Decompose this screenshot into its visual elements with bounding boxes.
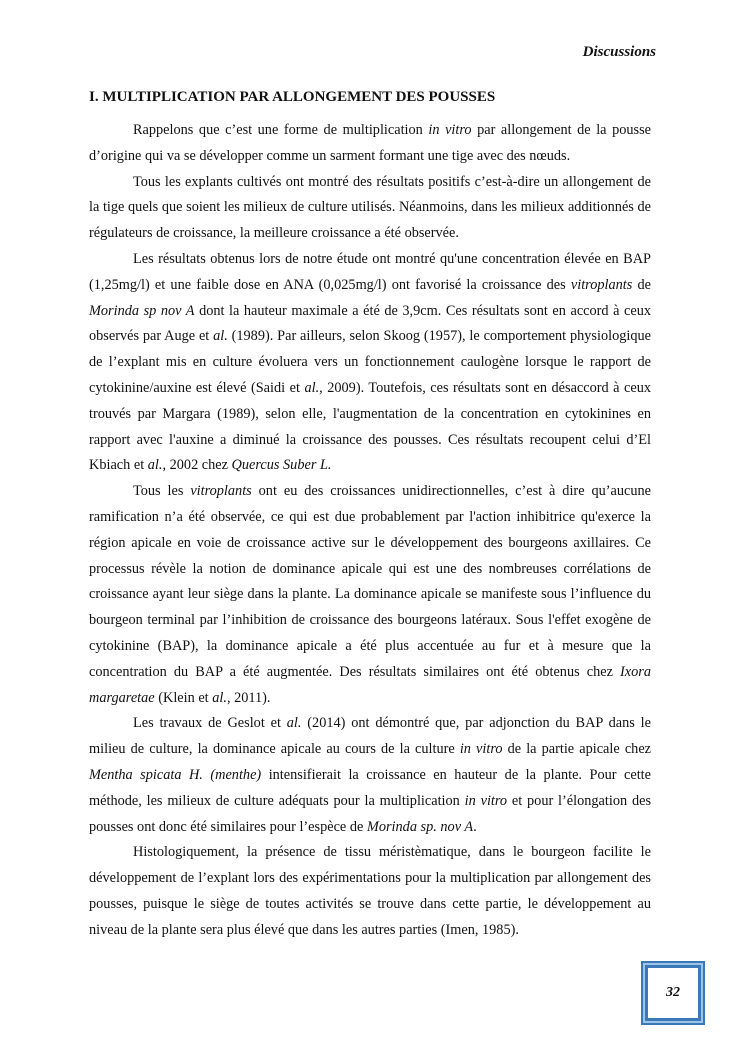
italic-term: in vitro [428, 122, 472, 138]
paragraph [89, 479, 651, 711]
italic-term: al. [213, 328, 228, 345]
text-run: , 2002 chez [162, 457, 232, 474]
italic-term: Morinda sp. nov A [366, 818, 474, 835]
italic-term: Ixora margaretae [89, 663, 651, 706]
italic-term: Mentha spicata H. (menthe) [89, 766, 262, 783]
italic-term: in vitro [459, 741, 503, 758]
text-run: , 2011). [226, 689, 271, 706]
text-run: Les résultats obtenus lors de notre étude ont montré qu'une concentration élevée en BAP (1,25mg/l) et une faible dose en ANA (0,025mg/l) ont favorisé la croissance des [89, 250, 651, 293]
text-run: de la partie apicale chez [502, 741, 652, 758]
italic-term: al. [304, 379, 320, 396]
italic-term: vitroplants [570, 276, 633, 293]
italic-term: Morinda sp nov A [89, 302, 195, 319]
italic-term: Quercus Suber L. [231, 457, 332, 474]
italic-term: vitroplants [190, 483, 252, 500]
text-run: par allongement de la pousse d’origine qui va se développer comme un sarment formant une tige avec des nœuds. [89, 122, 651, 164]
section-heading: I. MULTIPLICATION PAR ALLONGEMENT DES POUSSES [89, 89, 496, 105]
page-number: 32 [666, 985, 680, 1000]
text-run: Rappelons que c’est une forme de multiplication [133, 122, 429, 138]
paragraph [89, 118, 651, 170]
text-run: Histologiquement, la présence de tissu méristèmatique, dans le bourgeon facilite le développement de l’explant lors des expérimentations pour la multiplication par allongement des pousses, puisque le siège de toutes activités se trouve dans cette partie, le développement au niveau de la plante sera plus élevé que dans les autres parties (Imen, 1985). [89, 844, 651, 938]
text-run: . [473, 818, 477, 835]
text-run: dont la hauteur maximale a été de 3,9cm. Ces résultats sont en accord à ceux observés par Auge et [89, 302, 652, 345]
text-run: intensifierait la croissance en hauteur de la plante. Pour cette méthode, les milieux de culture adéquats pour la multiplication [89, 766, 651, 809]
italic-term: al. [212, 689, 227, 706]
text-run: et pour l’élongation des pousses ont donc été similaires pour l’espèce de [89, 792, 652, 835]
text-run: Tous les explants cultivés ont montré des résultats positifs c’est-à-dire un allongement de la tige quels que soient les milieux de culture utilisés. Néanmoins, dans les milieux additionnés de régulateurs de croissance, la meilleure croissance a été observée. [89, 173, 651, 242]
italic-term: al. [147, 457, 163, 474]
paragraph [89, 840, 651, 943]
paragraph [89, 170, 651, 247]
text-run: ont eu des croissances unidirectionnelles, c’est à dire qu’aucune ramification n’a été observée, ce qui est due probablement par l'action inhibitrice qu'exerce la région apicale en voie de croissance active sur le développement des bourgeons axillaires. Ce processus révèle la notion de dominance apicale qui est une des nombreuses corrélations de croissance ayant leur siège dans la plante. La dominance apicale se manifeste sous l’influence du bourgeon terminal par l’inhibition de croissance des bourgeons latéraux. Sous l'effet exogène de cytokinine (BAP), la dominance apicale a été plus accentuée au fur et à mesure que la concentration du BAP a été augmentée. Des résultats similaires ont été obtenus chez [89, 483, 651, 680]
text-run: Tous les [133, 483, 191, 500]
text-run: de [632, 276, 651, 293]
paragraph [89, 711, 651, 840]
running-header: Discussions [582, 44, 656, 60]
text-run: (1989). Par ailleurs, selon Skoog (1957), le comportement physiologique de l’explant mis en culture évoluera vers un fonctionnement caulogène lorsque le rapport de cytokinine/auxine est élevé (Saidi et [89, 328, 651, 396]
body-text [89, 118, 651, 944]
page-number-frame [645, 965, 701, 1021]
italic-term: in vitro [464, 792, 508, 809]
italic-term: al. [286, 715, 302, 732]
paragraph [89, 247, 651, 479]
text-run: Les travaux de Geslot et [133, 715, 287, 732]
text-run: , 2009). Toutefois, ces résultats sont en désaccord à ceux trouvés par Margara (1989), selon elle, l'augmentation de la concentration en cytokinines en rapport avec l'auxine a diminué la croissance des pousses. Ces résultats recoupent celui d’El Kbiach et [89, 379, 651, 474]
text-run: (2014) ont démontré que, par adjonction du BAP dans le milieu de culture, la dominance apicale au cours de la culture [89, 715, 651, 758]
text-run: (Klein et [154, 689, 213, 706]
